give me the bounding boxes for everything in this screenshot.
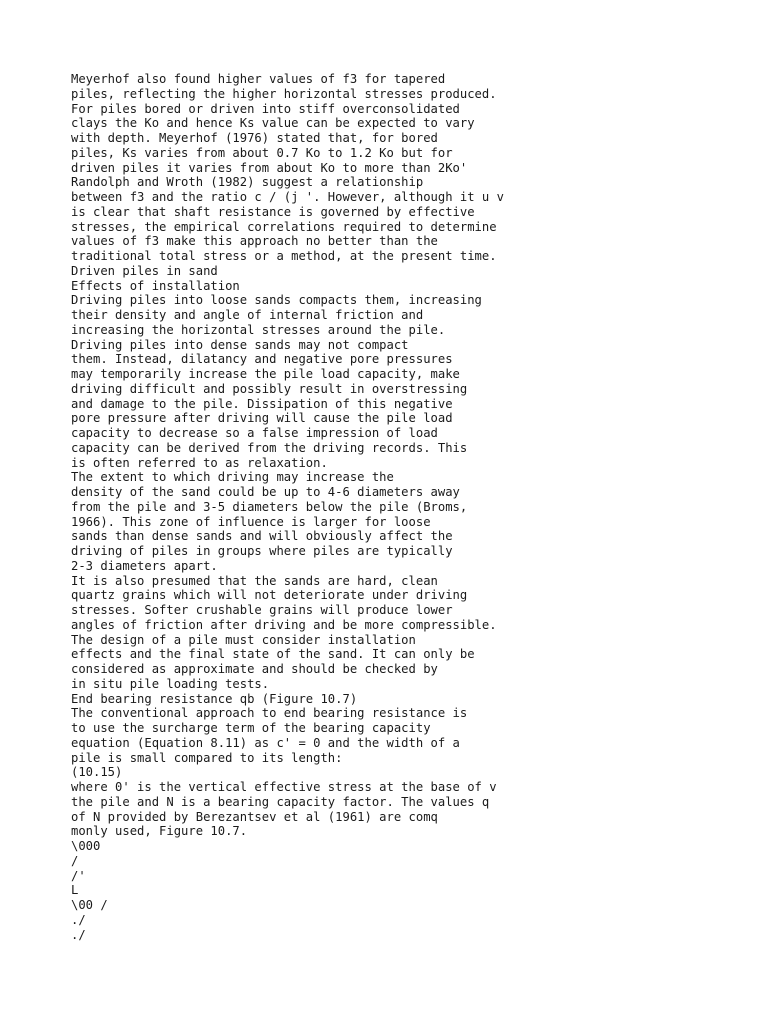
text-line: For piles bored or driven into stiff overconsolidated bbox=[71, 101, 460, 116]
text-line: with depth. Meyerhof (1976) stated that, for bored bbox=[71, 131, 438, 145]
text-line: 2-3 diameters apart. bbox=[71, 558, 218, 573]
text-line: clays the Ko and hence Ks value can be expected to vary bbox=[71, 116, 475, 131]
text-line: is often referred to as relaxation. bbox=[71, 455, 328, 470]
text-line: driving of piles in groups where piles are typically bbox=[71, 544, 453, 558]
text-line: of N provided by Berezantsev et al (1961) are comq bbox=[71, 809, 438, 824]
text-line: ./ bbox=[71, 927, 86, 942]
text-line: L bbox=[71, 883, 79, 898]
text-line: to use the surcharge term of the bearing capacity bbox=[71, 721, 431, 735]
text-line: quartz grains which will not deteriorate under driving bbox=[71, 588, 468, 603]
text-line: angles of friction after driving and be more compressible. bbox=[71, 617, 497, 632]
text-line: ./ bbox=[71, 912, 86, 927]
text-line: 1966). This zone of influence is larger for loose bbox=[71, 514, 431, 529]
text-line: Driving piles into dense sands may not compact bbox=[71, 337, 409, 352]
text-line: capacity can be derived from the driving records. This bbox=[71, 440, 468, 455]
text-line: the pile and N is a bearing capacity factor. The values q bbox=[71, 794, 490, 809]
text-line: equation (Equation 8.11) as c' = 0 and the width of a bbox=[71, 735, 460, 750]
text-line: in situ pile loading tests. bbox=[71, 676, 270, 691]
text-line: sands than dense sands and will obviously affect the bbox=[71, 529, 453, 544]
text-line: The extent to which driving may increase the bbox=[71, 470, 394, 485]
text-line: Effects of installation bbox=[71, 278, 240, 293]
text-line: increasing the horizontal stresses around the pile. bbox=[71, 322, 446, 337]
text-line: /' bbox=[71, 868, 86, 883]
document-body bbox=[71, 72, 751, 942]
text-line: / bbox=[71, 853, 79, 868]
text-line: Meyerhof also found higher values of f3 for tapered bbox=[71, 72, 446, 86]
text-line: \000 bbox=[71, 839, 101, 853]
text-line: It is also presumed that the sands are hard, clean bbox=[71, 573, 438, 588]
text-line: from the pile and 3-5 diameters below the pile (Broms, bbox=[71, 499, 468, 514]
text-line: piles, reflecting the higher horizontal stresses produced. bbox=[71, 86, 497, 101]
text-line: Driving piles into loose sands compacts them, increasing bbox=[71, 293, 482, 308]
text-line: \00 / bbox=[71, 898, 108, 912]
text-line: where 0' is the vertical effective stress at the base of v bbox=[71, 780, 497, 794]
text-line: their density and angle of internal friction and bbox=[71, 308, 424, 322]
text-line: (10.15) bbox=[71, 765, 123, 780]
text-line: The design of a pile must consider installation bbox=[71, 632, 416, 647]
text-line: effects and the final state of the sand. It can only be bbox=[71, 647, 475, 662]
text-line: stresses. Softer crushable grains will produce lower bbox=[71, 603, 453, 617]
text-line: The conventional approach to end bearing resistance is bbox=[71, 706, 468, 721]
text-line: pore pressure after driving will cause the pile load bbox=[71, 411, 453, 426]
text-line: driving difficult and possibly result in overstressing bbox=[71, 381, 468, 396]
text-line: End bearing resistance qb (Figure 10.7) bbox=[71, 691, 358, 706]
text-line: driven piles it varies from about Ko to more than 2Ko' bbox=[71, 160, 468, 175]
text-line: pile is small compared to its length: bbox=[71, 750, 343, 765]
text-line: traditional total stress or a method, at the present time. bbox=[71, 249, 497, 263]
text-line: stresses, the empirical correlations required to determine bbox=[71, 219, 497, 234]
text-line: between f3 and the ratio c / (j '. However, although it u v bbox=[71, 190, 504, 204]
text-line: them. Instead, dilatancy and negative pore pressures bbox=[71, 352, 453, 367]
text-line: considered as approximate and should be checked by bbox=[71, 662, 438, 676]
text-line: density of the sand could be up to 4-6 diameters away bbox=[71, 485, 460, 499]
text-line: Randolph and Wroth (1982) suggest a relationship bbox=[71, 175, 424, 190]
text-line: monly used, Figure 10.7. bbox=[71, 824, 248, 839]
text-line: may temporarily increase the pile load capacity, make bbox=[71, 367, 460, 381]
text-line: is clear that shaft resistance is governed by effective bbox=[71, 204, 475, 219]
text-line: Driven piles in sand bbox=[71, 263, 218, 278]
text-line: piles, Ks varies from about 0.7 Ko to 1.2 Ko but for bbox=[71, 145, 453, 160]
text-line: values of f3 make this approach no better than the bbox=[71, 234, 438, 249]
text-line: and damage to the pile. Dissipation of this negative bbox=[71, 396, 453, 411]
text-line: capacity to decrease so a false impression of load bbox=[71, 426, 438, 440]
